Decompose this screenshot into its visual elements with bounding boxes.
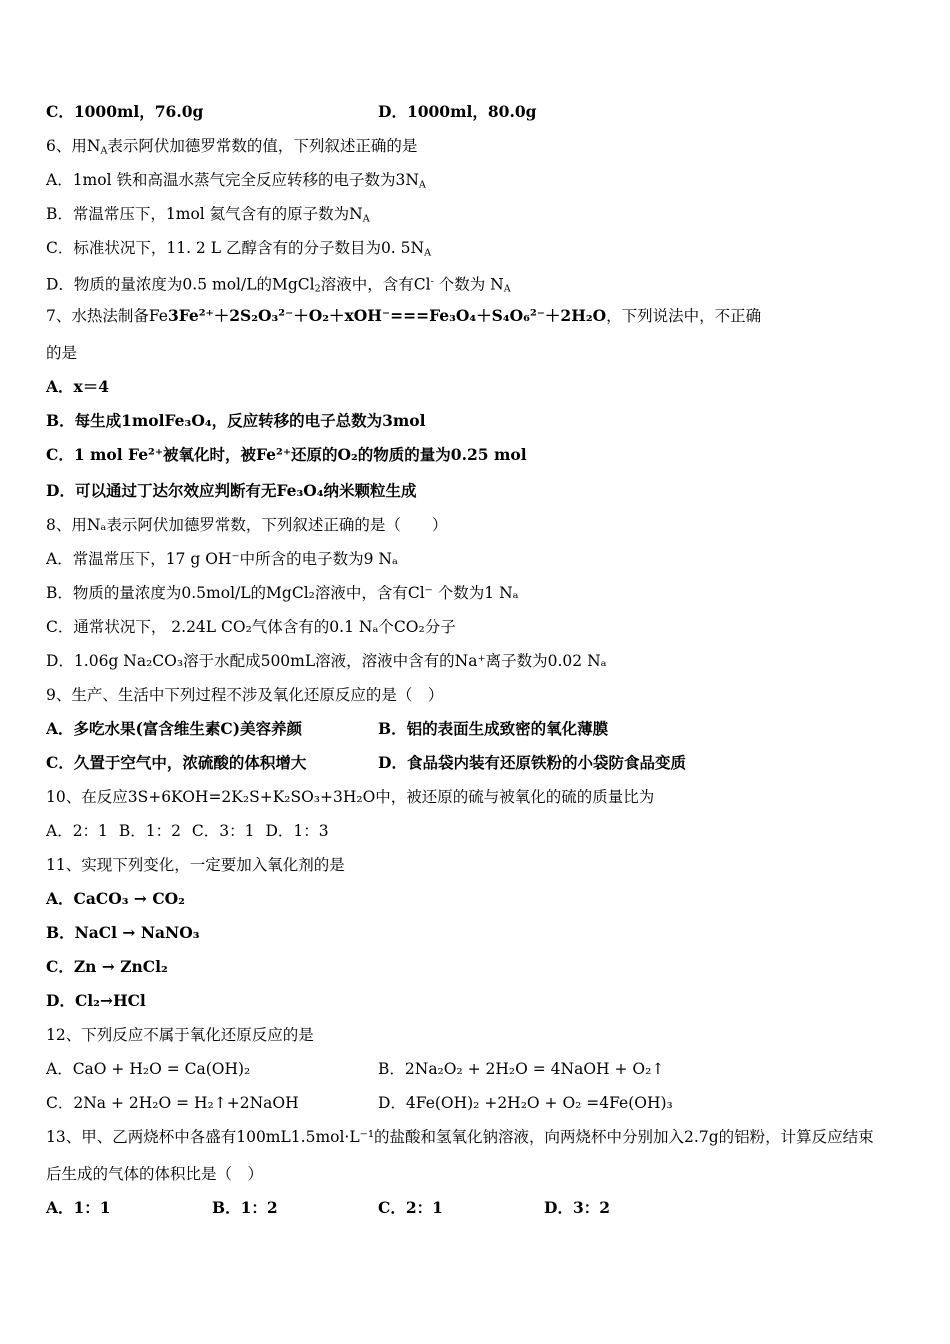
q5-option-c: C．1000ml，76.0g (46, 102, 204, 121)
q13-stem-line1: 13、甲、乙两烧杯中各盛有100mL1.5mol·L⁻¹的盐酸和氢氧化钠溶液，向两烧杯中分别加入2.7g的铝粉，计算反应结束 (46, 1128, 874, 1146)
q6-option-b (46, 204, 370, 229)
q6-b-text: B．常温常压下，1mol 氦气含有的原子数为N (46, 205, 363, 223)
q12-option-b: B．2Na₂O₂ + 2H₂O = 4NaOH + O₂↑ (378, 1060, 665, 1078)
q13-stem-line2: 后生成的气体的体积比是（ ） (46, 1165, 264, 1183)
q13-option-a: A．1：1 (46, 1198, 111, 1217)
q6-stem-post: 表示阿伏加德罗常数的值，下列叙述正确的是 (107, 137, 418, 155)
q6-d-sub: 2 (314, 283, 321, 295)
q13-option-c: C．2：1 (378, 1198, 443, 1217)
q6-b-sub: A (362, 213, 370, 225)
q6-d-sub2: A (503, 283, 511, 295)
q8-option-b: B．物质的量浓度为0.5mol/L的MgCl₂溶液中，含有Cl⁻ 个数为1 Nₐ (46, 584, 519, 602)
q8-option-c: C．通常状况下， 2.24L CO₂气体含有的0.1 Nₐ个CO₂分子 (46, 618, 456, 636)
q11-stem: 11、实现下列变化，一定要加入氧化剂的是 (46, 856, 345, 874)
q7-stem-pre: 7、水热法制备Fe (46, 307, 168, 325)
q6-a-sub: A (418, 179, 426, 191)
q13-option-d: D．3：2 (544, 1198, 611, 1217)
q13-option-b: B．1：2 (212, 1198, 278, 1217)
q8-stem: 8、用Nₐ表示阿伏加德罗常数，下列叙述正确的是（ ） (46, 516, 448, 534)
q6-d-pre: D．物质的量浓度为0.5 mol/L的MgCl (46, 275, 315, 294)
q11-option-a: A．CaCO₃ → CO₂ (46, 889, 185, 908)
q6-option-d (46, 272, 511, 300)
q6-option-c (46, 238, 431, 263)
q7-stem-line1 (46, 306, 761, 326)
q6-d-sup: - (430, 276, 434, 287)
q10-option-b: B．1：2 (118, 822, 181, 840)
q11-option-c: C．Zn → ZnCl₂ (46, 957, 168, 976)
q9-option-c: C．久置于空气中，浓硫酸的体积增大 (46, 753, 307, 772)
q12-stem: 12、下列反应不属于氧化还原反应的是 (46, 1026, 314, 1044)
q7-option-b: B．每生成1molFe₃O₄，反应转移的电子总数为3mol (46, 411, 426, 430)
q7-option-c: C．1 mol Fe²⁺被氧化时，被Fe²⁺还原的O₂的物质的量为0.25 mol (46, 445, 527, 464)
q8-option-a: A．常温常压下，17 g OH⁻中所含的电子数为9 Nₐ (46, 550, 398, 568)
q6-c-sub: A (424, 247, 432, 259)
q10-option-a: A．2：1 (46, 822, 108, 840)
q7-equation: 3Fe²⁺＋2S₂O₃²⁻＋O₂＋xOH⁻===Fe₃O₄＋S₄O₆²⁻＋2H₂O (167, 306, 607, 325)
q9-option-b: B．铝的表面生成致密的氧化薄膜 (378, 719, 609, 738)
q12-option-c: C．2Na + 2H₂O = H₂↑+2NaOH (46, 1094, 299, 1112)
q8-option-d: D．1.06g Na₂CO₃溶于水配成500mL溶液，溶液中含有的Na⁺离子数为0.02 Nₐ (46, 652, 607, 670)
q10-option-d: D．1：3 (265, 822, 329, 840)
q12-option-d: D．4Fe(OH)₂ +2H₂O + O₂ =4Fe(OH)₃ (378, 1094, 673, 1112)
q10-options (46, 821, 335, 841)
q10-stem: 10、在反应3S+6KOH=2K₂S+K₂SO₃+3H₂O中，被还原的硫与被氧化的硫的质量比为 (46, 788, 655, 806)
q7-option-a: A．x＝4 (46, 377, 110, 396)
q6-c-text: C．标准状况下，11. 2 L 乙醇含有的分子数目为0. 5N (46, 239, 425, 257)
q11-option-d: D．Cl₂→HCl (46, 991, 146, 1010)
q7-option-d: D．可以通过丁达尔效应判断有无Fe₃O₄纳米颗粒生成 (46, 481, 417, 500)
q9-stem: 9、生产、生活中下列过程不涉及氧化还原反应的是（ ） (46, 686, 444, 704)
q7-stem-line2: 的是 (46, 344, 78, 362)
q6-d-mid: 溶液中，含有Cl (320, 275, 431, 294)
q9-option-d: D．食品袋内装有还原铁粉的小袋防食品变质 (378, 753, 686, 772)
q6-a-text: A．1mol 铁和高温水蒸气完全反应转移的电子数为3N (46, 171, 419, 189)
q12-option-a: A．CaO + H₂O = Ca(OH)₂ (46, 1060, 251, 1078)
q11-option-b: B．NaCl → NaNO₃ (46, 923, 200, 942)
q9-option-a: A．多吃水果(富含维生素C)美容养颜 (46, 719, 303, 738)
q6-stem (46, 136, 417, 161)
q6-stem-sub: A (100, 145, 108, 157)
q6-option-a (46, 170, 426, 195)
q6-stem-pre: 6、用N (46, 137, 101, 155)
q10-option-c: C．3：1 (191, 822, 255, 840)
q6-d-post: 个数为 N (433, 275, 504, 294)
q5-option-d: D．1000ml，80.0g (378, 102, 537, 121)
q7-stem-post: ，下列说法中，不正确 (606, 307, 762, 325)
